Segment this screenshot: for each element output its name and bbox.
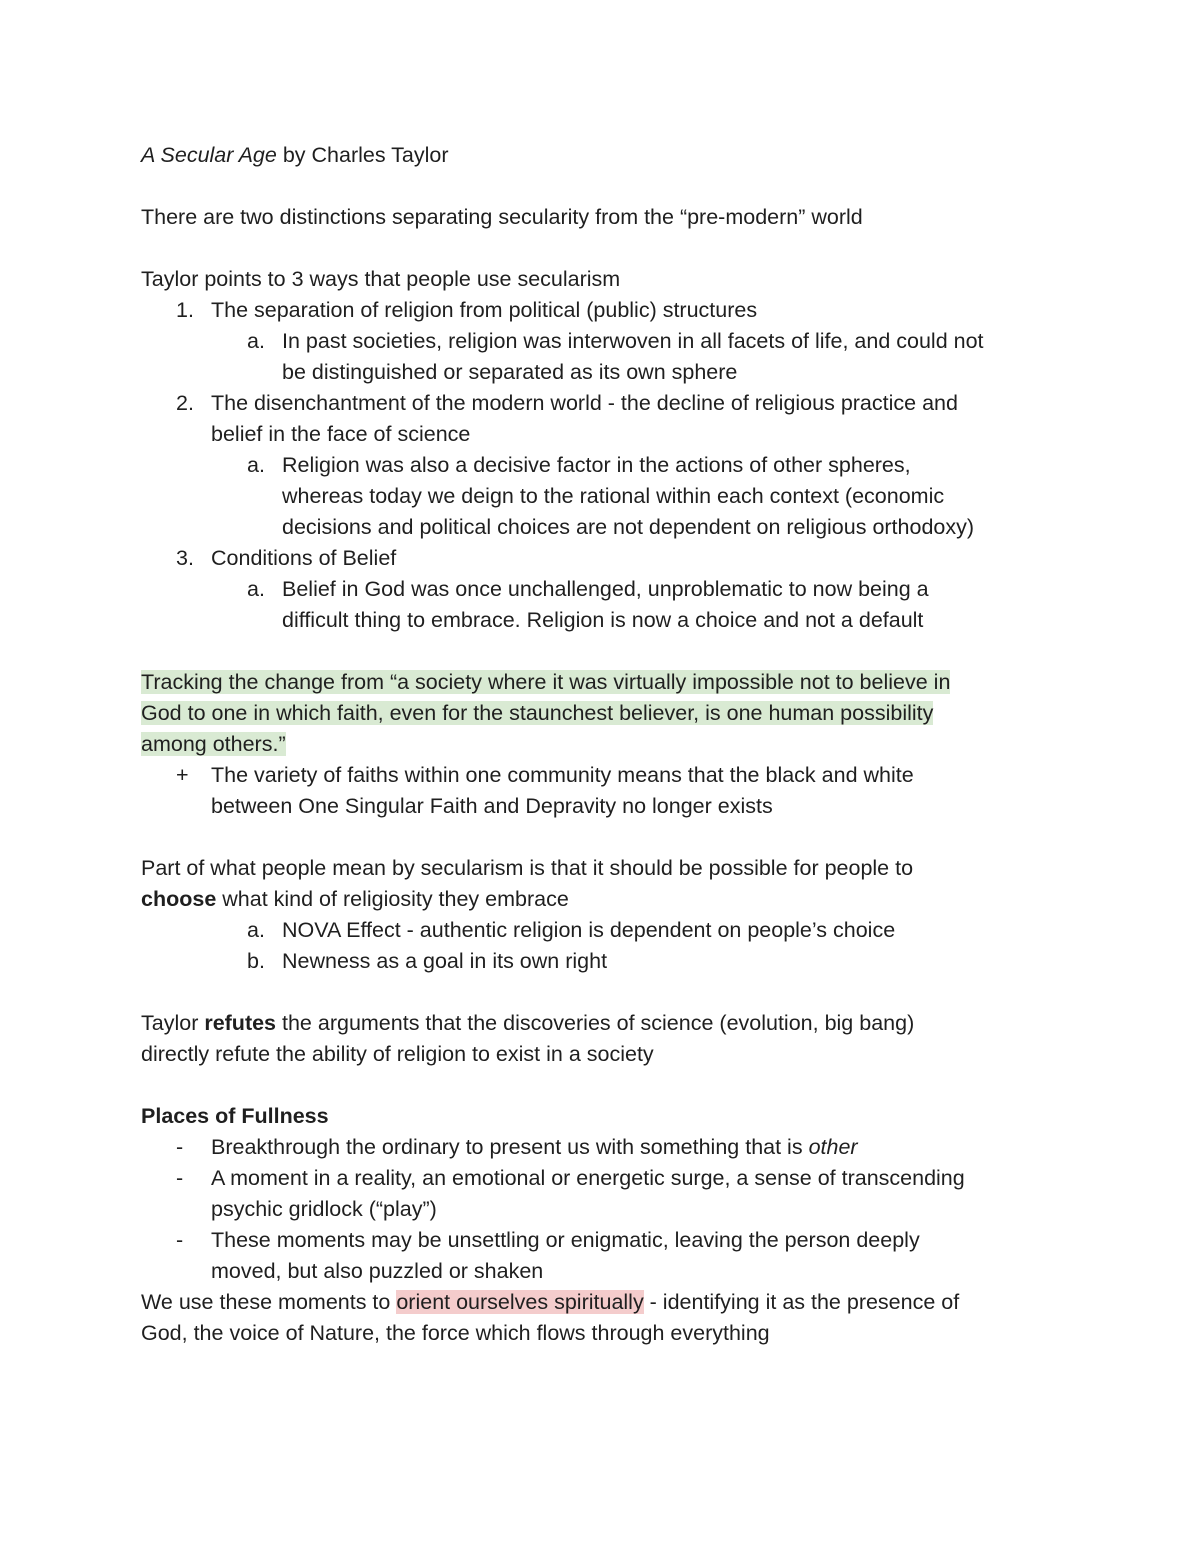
list-item: 2. The disenchantment of the modern world - the decline of religious practice and bbox=[141, 388, 1061, 419]
document-page: A Secular Age by Charles Taylor There are two distinctions separating secularity from the “pre-modern” world Taylor points to 3 ways that people use secularism 1. The separation of religion from political (public) structures a. In past societies, religion was interwoven in all facets of life, and could not be distinguished or separated as its own sphere 2. The disenchantment of the modern world - the decline of religious practice and belief in the face of science a. Religion was also a decisive factor in the actions of other spheres, whereas today we deign to the rational within each context (economic decisions and political choices are not dependent on religious orthodoxy) 3. Conditions of Belief a. Belief in God was once unchallenged, unproblematic to now being a difficult thing to embrace. Religion is now a choice and not a default Tracking the change from “a society where it was virtually impossible not to believe in God to one in which faith, even for the staunchest believer, is one human possibility among others.” + The variety of faiths within one community means that the black and white between One Singular Faith and Depravity no longer exists Part of what people mean by secularism is that it should be possible for people to choose what kind of religiosity they embrace a. NOVA Effect - authentic religion is dependent on people’s choice b. Newness as a goal in its own right Taylor refutes the arguments that the discoveries of science (evolution, big bang) directly refute the ability of religion to exist in a society Places of Fullness - Breakthrough the ordinary to present us with something that is other - A moment in a reality, an emotional or energetic surge, a sense of transcending psychic gridlock (“play”) - These moments may be unsettling or enigmatic, leaving the person deeply moved, but also puzzled or shaken We use these moments to orient ourselves spiritually - identifying it as the presence of God, the voice of Nature, the force which flows through everything bbox=[141, 140, 1061, 1349]
list-item: 1. The separation of religion from political (public) structures bbox=[141, 295, 1061, 326]
book-title: A Secular Age bbox=[141, 143, 277, 167]
sub-list-item: a. In past societies, religion was interwoven in all facets of life, and could not bbox=[141, 326, 1061, 357]
sub-list-item: a. Belief in God was once unchallenged, unproblematic to now being a bbox=[141, 574, 1061, 605]
bold-term: refutes bbox=[204, 1011, 277, 1035]
list-marker: 3. bbox=[176, 546, 194, 570]
dash-list-item: - A moment in a reality, an emotional or energetic surge, a sense of transcending bbox=[141, 1163, 1061, 1194]
list-marker: a. bbox=[247, 918, 265, 942]
paragraph-ways: Taylor points to 3 ways that people use secularism bbox=[141, 267, 621, 291]
dash-marker: - bbox=[176, 1135, 184, 1159]
sub-list-item: b. Newness as a goal in its own right bbox=[141, 946, 1061, 977]
list-marker: a. bbox=[247, 329, 265, 353]
dash-list-item: - Breakthrough the ordinary to present us with something that is other bbox=[141, 1132, 1061, 1163]
list-item: 3. Conditions of Belief bbox=[141, 543, 1061, 574]
paragraph-choose: Part of what people mean by secularism is that it should be possible for people to bbox=[141, 856, 914, 880]
dash-list-item: - These moments may be unsettling or enigmatic, leaving the person deeply bbox=[141, 1225, 1061, 1256]
dash-marker: - bbox=[176, 1166, 184, 1190]
red-highlight: orient ourselves spiritually bbox=[396, 1290, 644, 1314]
dash-marker: - bbox=[176, 1228, 184, 1252]
bold-term: choose bbox=[141, 887, 217, 911]
paragraph-distinctions: There are two distinctions separating secularity from the “pre-modern” world bbox=[141, 205, 863, 229]
paragraph-orient: We use these moments to orient ourselves spiritually - identifying it as the presence of bbox=[141, 1290, 960, 1314]
highlighted-quote: Tracking the change from “a society where it was virtually impossible not to believe in bbox=[141, 670, 951, 694]
list-marker: 1. bbox=[176, 298, 194, 322]
list-marker: b. bbox=[247, 949, 265, 973]
title-author: by Charles Taylor bbox=[276, 143, 449, 167]
sub-list-item: a. NOVA Effect - authentic religion is dependent on people’s choice bbox=[141, 915, 1061, 946]
section-heading: Places of Fullness bbox=[141, 1104, 329, 1128]
list-marker: a. bbox=[247, 453, 265, 477]
list-marker: 2. bbox=[176, 391, 194, 415]
list-marker: a. bbox=[247, 577, 265, 601]
plus-list-item: + The variety of faiths within one community means that the black and white bbox=[141, 760, 1061, 791]
paragraph-refutes: Taylor refutes the arguments that the discoveries of science (evolution, big bang) bbox=[141, 1011, 915, 1035]
sub-list-item: a. Religion was also a decisive factor in the actions of other spheres, bbox=[141, 450, 1061, 481]
plus-marker: + bbox=[176, 763, 189, 787]
document-title bbox=[141, 140, 1061, 171]
